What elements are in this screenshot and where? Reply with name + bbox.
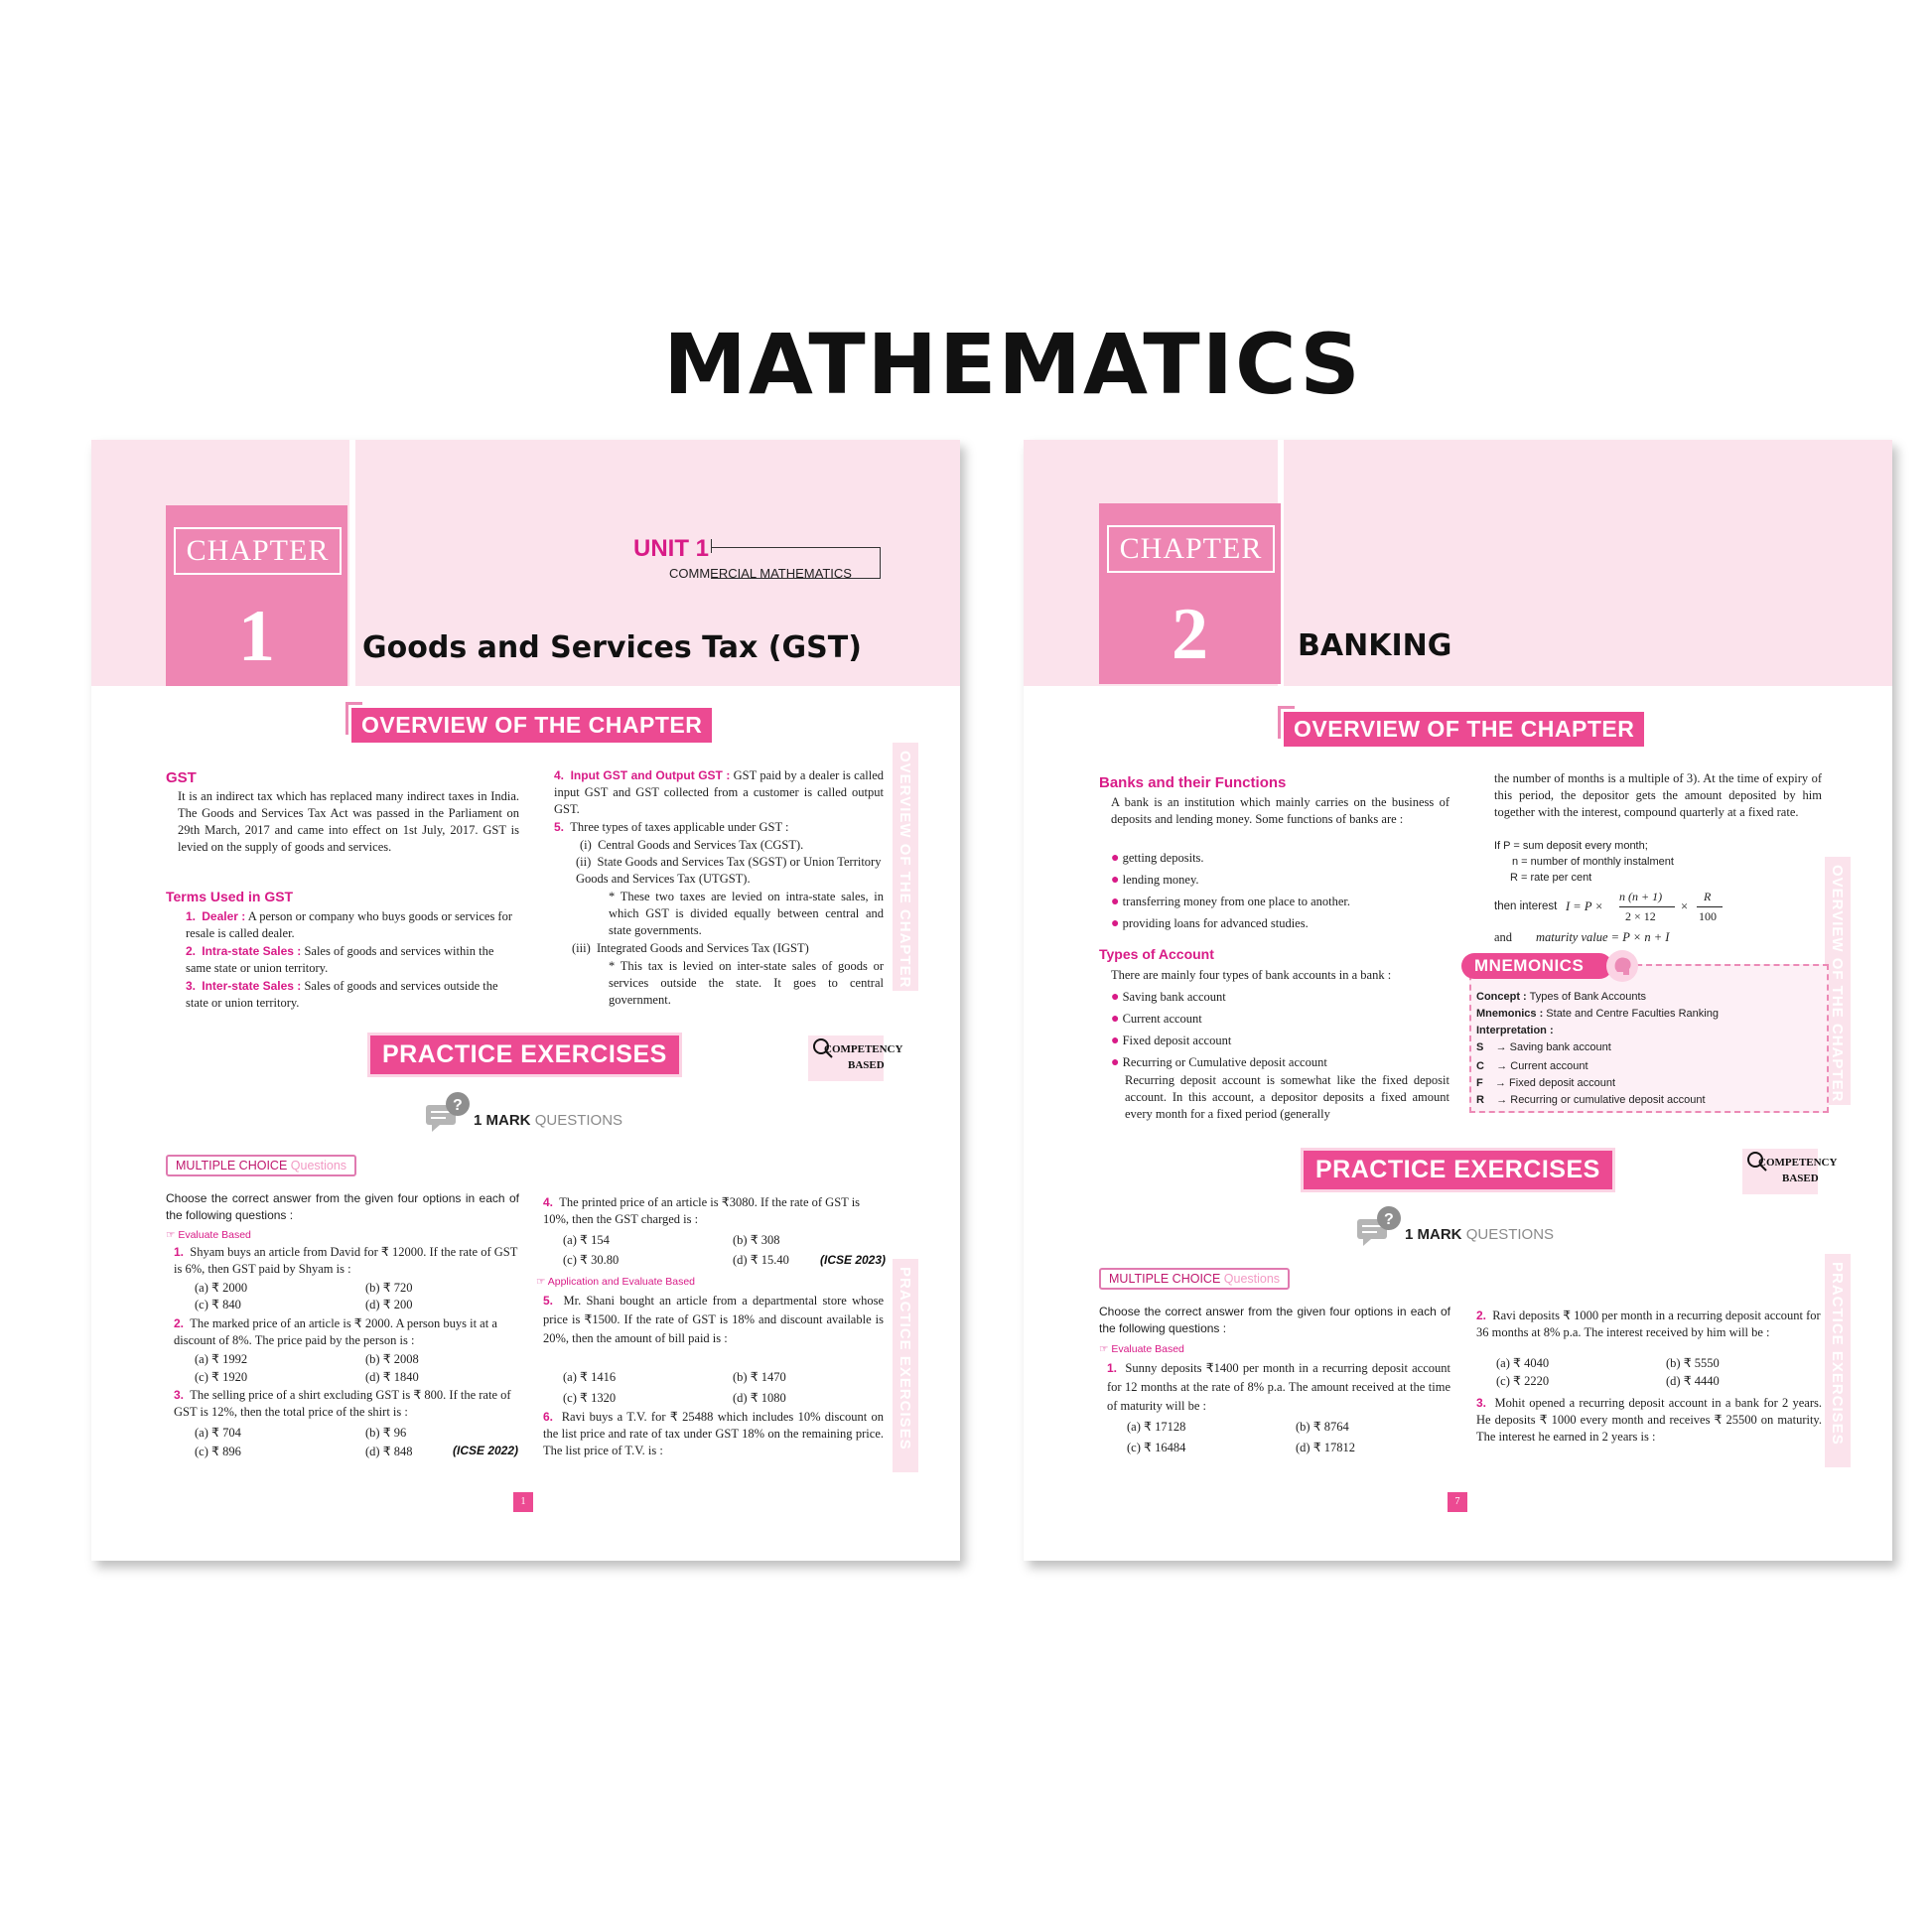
- list-item: ● Current account: [1111, 1012, 1202, 1027]
- option[interactable]: (d) ₹ 1840: [365, 1370, 419, 1384]
- page-number: 1: [513, 1492, 533, 1512]
- option[interactable]: (d) ₹ 1080: [733, 1391, 786, 1405]
- question: 1. Sunny deposits ₹1400 per month in a recurring deposit account for 12 months at the rate of 8% p.a. The amount received at the time of maturity will be :: [1107, 1361, 1450, 1413]
- option[interactable]: (a) ₹ 17128: [1127, 1420, 1186, 1434]
- mnemonics-row: F → Fixed deposit account: [1476, 1077, 1616, 1089]
- formula-denominator: 2 × 12: [1625, 909, 1656, 923]
- question: 3. The selling price of a shirt excluding GST is ₹ 800. If the rate of GST is 12%, then the total price of the shirt is :: [174, 1388, 511, 1419]
- overview-banner: OVERVIEW OF THE CHAPTER: [1284, 712, 1644, 747]
- chapter-number: 1: [238, 596, 275, 677]
- option[interactable]: (b) ₹ 1470: [733, 1370, 786, 1384]
- maturity-formula: maturity value = P × n + I: [1536, 930, 1670, 944]
- mnemonics-row: C → Current account: [1476, 1060, 1588, 1072]
- option[interactable]: (c) ₹ 2220: [1496, 1374, 1550, 1388]
- chapter-header: [91, 440, 960, 686]
- side-tab-practice: PRACTICE EXERCISES: [893, 1259, 918, 1472]
- definition: If P = sum deposit every month;: [1494, 840, 1648, 852]
- option[interactable]: (c) ₹ 16484: [1127, 1441, 1186, 1454]
- option[interactable]: (d) ₹ 4440: [1666, 1374, 1720, 1388]
- option[interactable]: (c) ₹ 840: [195, 1298, 241, 1311]
- chapter-header: [1024, 440, 1892, 686]
- mnemonics-row: S → Saving bank account: [1476, 1041, 1611, 1053]
- option[interactable]: (b) ₹ 2008: [365, 1352, 419, 1366]
- unit-subtitle: COMMERCIAL MATHEMATICS: [669, 566, 852, 581]
- tag-application: ☞ Application and Evaluate Based: [536, 1276, 696, 1288]
- formula-times: ×: [1681, 899, 1689, 913]
- question-bubble-icon: [426, 1091, 472, 1133]
- formula-lhs: I = P ×: [1566, 899, 1603, 913]
- gst-paragraph: It is an indirect tax which has replaced many indirect taxes in India. The Goods and Services Tax Act was passed in the Parliament on 29th March, 2017 and came into effect on 1st July, 2017. GST is levied on the supply of goods and services.: [178, 789, 519, 854]
- mcq-label: MULTIPLE CHOICE Questions: [166, 1155, 356, 1176]
- unit-label: UNIT 1: [633, 535, 710, 562]
- mnemonics-phrase: Mnemonics : State and Centre Faculties Ranking: [1476, 1008, 1719, 1020]
- practice-banner: PRACTICE EXERCISES: [370, 1035, 679, 1074]
- main-title: MATHEMATICS: [663, 316, 1362, 413]
- tag-evaluate: ☞ Evaluate Based: [166, 1229, 251, 1241]
- tag-evaluate: ☞ Evaluate Based: [1099, 1343, 1184, 1355]
- question: 5. Mr. Shani bought an article from a departmental store whose price is ₹1500. If the rate of GST is 18% and discount available is 20%, then the amount of bill paid is :: [543, 1294, 885, 1345]
- question: 3. Mohit opened a recurring deposit account in a bank for 2 years. He deposits ₹ 1000 every month and receives ₹ 25500 on maturity. The interest he earned in 2 years is :: [1476, 1396, 1822, 1444]
- option[interactable]: (d) ₹ 15.40: [733, 1253, 789, 1267]
- list-item: (ii) State Goods and Services Tax (SGST) or Union Territory Goods and Services Tax (UTGST).: [576, 855, 882, 886]
- list-item: ● Recurring or Cumulative deposit account: [1111, 1055, 1327, 1070]
- mnemonics-row: R → Recurring or cumulative deposit account: [1476, 1094, 1706, 1106]
- option[interactable]: (a) ₹ 154: [563, 1233, 610, 1247]
- side-tab-overview: OVERVIEW OF THE CHAPTER: [893, 743, 918, 991]
- mcq-label: MULTIPLE CHOICE Questions: [1099, 1268, 1290, 1290]
- list-item: (iii) Integrated Goods and Services Tax (IGST): [572, 941, 809, 955]
- svg-text:?: ?: [1384, 1211, 1394, 1228]
- banks-heading: Banks and their Functions: [1099, 774, 1287, 791]
- option[interactable]: (a) ₹ 704: [195, 1426, 241, 1440]
- mnemonics-interpretation: Interpretation :: [1476, 1025, 1554, 1036]
- chapter-label: CHAPTER: [174, 527, 342, 575]
- side-tab-overview: OVERVIEW OF THE CHAPTER: [1825, 857, 1851, 1105]
- option[interactable]: (d) ₹ 17812: [1296, 1441, 1356, 1454]
- option[interactable]: (a) ₹ 1992: [195, 1352, 248, 1366]
- and-word: and: [1494, 930, 1513, 944]
- formula-numerator: n (n + 1): [1619, 890, 1663, 903]
- formula-rate: R: [1704, 890, 1712, 903]
- list-item: ● getting deposits.: [1111, 851, 1204, 866]
- option[interactable]: (d) ₹ 848: [365, 1445, 413, 1458]
- page-number: 7: [1448, 1492, 1467, 1512]
- chapter-box: [1099, 503, 1281, 684]
- competency-badge: COMPETENCY BASED: [1742, 1149, 1818, 1194]
- competency-badge: COMPETENCY BASED: [808, 1035, 884, 1081]
- terms-heading: Terms Used in GST: [166, 889, 294, 904]
- formula-hundred: 100: [1699, 909, 1717, 923]
- option[interactable]: (b) ₹ 720: [365, 1281, 413, 1295]
- definition: R = rate per cent: [1510, 872, 1592, 884]
- option[interactable]: (c) ₹ 30.80: [563, 1253, 620, 1267]
- svg-text:?: ?: [453, 1097, 463, 1114]
- list-item: ● providing loans for advanced studies.: [1111, 916, 1309, 931]
- right-page: [1024, 440, 1892, 1561]
- list-item: 1. Dealer : A person or company who buys goods or services for resale is called dealer.: [186, 909, 513, 940]
- option[interactable]: (a) ₹ 2000: [195, 1281, 248, 1295]
- option[interactable]: (d) ₹ 200: [365, 1298, 413, 1311]
- brain-icon: [1605, 949, 1639, 983]
- note: * This tax is levied on inter-state sales of goods or services outside the state. It goes to central government.: [609, 959, 884, 1007]
- question-bubble-icon: [1357, 1205, 1403, 1247]
- list-item: ● Saving bank account: [1111, 990, 1226, 1005]
- note: * These two taxes are levied on intra-state sales, in which GST is divided equally between central and state governments.: [609, 890, 884, 937]
- option[interactable]: (c) ₹ 1920: [195, 1370, 248, 1384]
- list-item: ● lending money.: [1111, 873, 1199, 888]
- recurring-paragraph: Recurring deposit account is somewhat like the fixed deposit account. In this account, a depositor deposits a fixed amount every month for a fixed period (generally: [1125, 1073, 1449, 1121]
- list-item: ● Fixed deposit account: [1111, 1034, 1232, 1048]
- banks-paragraph: A bank is an institution which mainly carries on the business of deposits and lending money. Some functions of banks are :: [1111, 795, 1449, 826]
- fraction-bar: [1619, 906, 1675, 907]
- source-tag: (ICSE 2022): [453, 1444, 519, 1457]
- question: 4. The printed price of an article is ₹3080. If the rate of GST is 10%, then the GST charged is :: [543, 1195, 861, 1226]
- option[interactable]: (a) ₹ 1416: [563, 1370, 617, 1384]
- one-mark-heading: 1 MARK QUESTIONS: [474, 1112, 623, 1129]
- question: 2. Ravi deposits ₹ 1000 per month in a recurring deposit account for 36 months at 8% p.a. The interest received by him will be :: [1476, 1309, 1821, 1339]
- left-page: [91, 440, 960, 1561]
- mcq-instruction: Choose the correct answer from the given four options in each of the following questions :: [166, 1191, 519, 1222]
- list-item: 5. Three types of taxes applicable under GST :: [554, 820, 789, 834]
- types-heading: Types of Account: [1099, 946, 1214, 962]
- list-item: 3. Inter-state Sales : Sales of goods and services outside the state or union territory.: [186, 979, 498, 1010]
- option[interactable]: (a) ₹ 4040: [1496, 1356, 1550, 1370]
- overview-banner: OVERVIEW OF THE CHAPTER: [351, 708, 712, 743]
- gst-heading: GST: [166, 769, 197, 786]
- question: 6. Ravi buys a T.V. for ₹ 25488 which includes 10% discount on the list price and rate of tax under GST 18% on the remaining price. The list price of T.V. is :: [543, 1410, 884, 1457]
- option[interactable]: (b) ₹ 96: [365, 1426, 407, 1440]
- mnemonics-title: MNEMONICS: [1474, 956, 1585, 975]
- chapter-title: BANKING: [1298, 628, 1452, 663]
- chapter-box: [166, 505, 347, 686]
- formula-label: then interest: [1494, 900, 1558, 912]
- source-tag: (ICSE 2023): [820, 1253, 887, 1267]
- question: 2. The marked price of an article is ₹ 2000. A person buys it at a discount of 8%. The price paid by the person is :: [174, 1316, 497, 1347]
- option[interactable]: (b) ₹ 5550: [1666, 1356, 1720, 1370]
- mnemonics-concept: Concept : Types of Bank Accounts: [1476, 991, 1646, 1003]
- practice-banner: PRACTICE EXERCISES: [1304, 1151, 1612, 1189]
- mcq-instruction: Choose the correct answer from the given four options in each of the following questions :: [1099, 1305, 1450, 1335]
- fraction-bar: [1697, 906, 1723, 907]
- one-mark-heading: 1 MARK QUESTIONS: [1405, 1226, 1555, 1243]
- chapter-number: 2: [1172, 594, 1208, 675]
- mnemonics-box: [1469, 964, 1829, 1113]
- types-paragraph: There are mainly four types of bank accounts in a bank :: [1111, 968, 1392, 982]
- list-item: ● transferring money from one place to another.: [1111, 895, 1351, 909]
- option[interactable]: (c) ₹ 896: [195, 1445, 241, 1458]
- definition: n = number of monthly instalment: [1512, 856, 1674, 868]
- list-item: (i) Central Goods and Services Tax (CGST).: [580, 838, 804, 852]
- option[interactable]: (b) ₹ 8764: [1296, 1420, 1349, 1434]
- question: 1. Shyam buys an article from David for ₹ 12000. If the rate of GST is 6%, then GST paid by Shyam is :: [174, 1245, 518, 1276]
- chapter-label: CHAPTER: [1107, 525, 1275, 573]
- option[interactable]: (b) ₹ 308: [733, 1233, 780, 1247]
- list-item: 2. Intra-state Sales : Sales of goods and services within the same state or union territory.: [186, 944, 494, 975]
- list-item: 4. Input GST and Output GST : GST paid by a dealer is called input GST and GST collected from a customer is called output GST.: [554, 768, 885, 816]
- recurring-paragraph-continued: the number of months is a multiple of 3). At the time of expiry of this period, the depositor gets the amount deposited by him together with the interest, compound quarterly at a fixed rate.: [1494, 771, 1822, 819]
- chapter-title: Goods and Services Tax (GST): [362, 630, 862, 665]
- option[interactable]: (c) ₹ 1320: [563, 1391, 617, 1405]
- side-tab-practice: PRACTICE EXERCISES: [1825, 1254, 1851, 1467]
